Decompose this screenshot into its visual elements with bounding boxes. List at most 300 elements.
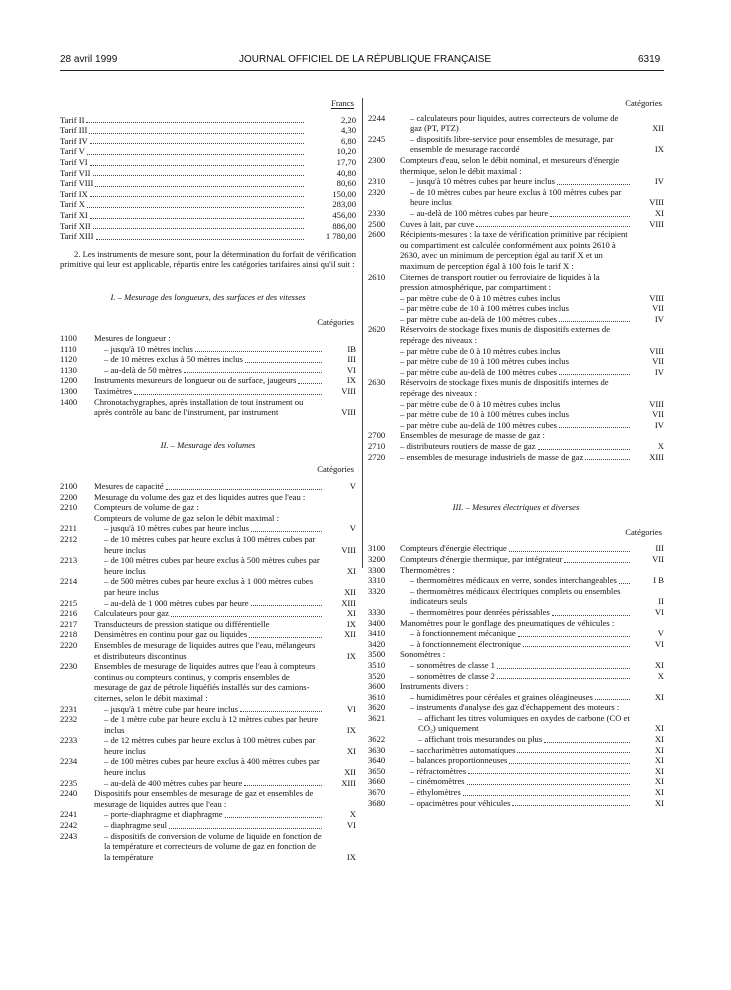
list-item xyxy=(368,377,664,398)
dot-leader xyxy=(538,449,630,450)
list-item xyxy=(368,607,664,618)
list-item xyxy=(368,346,664,357)
tariff-label: Tarif XIII xyxy=(60,231,94,242)
item-text: Taximètres xyxy=(94,386,133,397)
item-text: – à fonctionnement électronique xyxy=(410,638,521,649)
tariff-label-cell xyxy=(60,178,308,189)
item-category: IV xyxy=(654,366,664,377)
item-text: Calculateurs pour gaz xyxy=(94,608,169,619)
item-text: – humidimètres pour céréales et graines oléagineuses xyxy=(410,691,593,702)
list-item xyxy=(368,713,664,734)
item-category: I B xyxy=(653,575,664,586)
item-text-cell xyxy=(400,134,634,155)
dot-leader xyxy=(244,785,322,786)
tariff-row xyxy=(60,115,356,126)
item-text: – par mètre cube de 10 à 100 mètres cubes inclus xyxy=(400,356,569,367)
dot-leader xyxy=(585,459,630,460)
item-text: – de 10 mètres cubes par heure exclus à 100 mètres cubes par heure inclus xyxy=(104,534,316,555)
item-text-cell xyxy=(94,735,326,756)
item-text-cell xyxy=(400,713,634,734)
item-code: 2100 xyxy=(60,481,78,492)
item-category: XI xyxy=(654,723,664,734)
item-code: 2600 xyxy=(368,229,386,240)
list-item xyxy=(368,399,664,410)
dot-leader xyxy=(559,427,630,428)
list-item xyxy=(368,671,664,682)
item-category: VII xyxy=(652,553,664,564)
list-item xyxy=(368,649,664,660)
item-code: 2320 xyxy=(368,186,386,197)
item-text: – porte-diaphragme et diaphragme xyxy=(104,809,223,820)
item-text: – par mètre cube de 0 à 10 mètres cubes inclus xyxy=(400,345,561,356)
item-text-cell xyxy=(94,576,326,597)
list-item xyxy=(60,608,356,619)
tariff-label: Tarif VIII xyxy=(60,178,94,189)
tariff-row xyxy=(60,178,356,189)
item-text-cell xyxy=(94,831,326,863)
list-item xyxy=(368,755,664,766)
item-category: V xyxy=(349,523,356,534)
list-item xyxy=(60,555,356,576)
item-category: X xyxy=(349,809,356,820)
section-3-list xyxy=(368,543,664,808)
left-column xyxy=(60,98,356,862)
item-text: Compteurs d'eau, selon le débit nominal, et mesureurs d'énergie thermique, selon le débit maximal : xyxy=(400,154,620,176)
item-code: 1400 xyxy=(60,396,78,407)
tariff-row xyxy=(60,168,356,179)
item-category: III xyxy=(655,543,664,554)
dot-leader xyxy=(552,615,630,616)
tariff-label: Tarif IX xyxy=(60,188,88,199)
item-text: – thermomètres médicaux électriques complets ou ensembles indicateurs seuls xyxy=(410,585,621,607)
tariff-value: 283,00 xyxy=(332,199,356,210)
item-text: Thermomètres : xyxy=(400,564,455,575)
item-category: IX xyxy=(346,618,356,629)
item-text-cell xyxy=(94,555,326,576)
item-text: Instruments divers : xyxy=(400,681,469,692)
list-item xyxy=(368,618,664,629)
item-text: – diaphragme seul xyxy=(104,820,168,831)
item-category: IX xyxy=(346,851,356,862)
item-code: 2235 xyxy=(60,777,78,788)
tariff-unit-label: Francs xyxy=(331,98,354,108)
item-category: VIII xyxy=(649,345,664,356)
item-text-cell xyxy=(400,208,634,219)
dot-leader xyxy=(550,216,630,217)
tariff-label: Tarif XI xyxy=(60,209,88,220)
item-text-cell xyxy=(94,661,326,703)
item-text: – de 100 mètres cubes par heure exclus à 500 mètres cubes par heure inclus xyxy=(104,555,320,576)
item-text-cell xyxy=(400,324,634,345)
dot-leader xyxy=(559,374,630,375)
item-code: 3200 xyxy=(368,553,386,564)
tariff-label: Tarif X xyxy=(60,199,85,210)
item-category: IV xyxy=(654,313,664,324)
item-code: 2243 xyxy=(60,830,78,841)
tariff-label: Tarif IV xyxy=(60,135,88,146)
list-item xyxy=(368,452,664,463)
list-item xyxy=(368,692,664,703)
item-text: – affichant les titres volumiques en oxydes de carbone (CO et CO₂) uniquement xyxy=(418,712,630,734)
list-item xyxy=(60,598,356,609)
item-text: – de 500 mètres cubes par heure exclus à 1 000 mètres cubes par heure inclus xyxy=(104,576,314,597)
list-item xyxy=(368,639,664,650)
item-text-cell xyxy=(400,692,634,703)
tariff-label-cell xyxy=(60,168,308,179)
item-text-cell xyxy=(400,452,634,463)
list-item xyxy=(368,409,664,420)
item-text-cell xyxy=(400,745,634,756)
item-code: 2241 xyxy=(60,809,78,820)
item-text: – saccharimètres automatiques xyxy=(410,744,516,755)
tariff-label: Tarif XII xyxy=(60,220,91,231)
item-text: – par mètre cube de 0 à 10 mètres cubes inclus xyxy=(400,292,561,303)
item-category: XII xyxy=(344,767,356,778)
item-text-cell xyxy=(400,346,634,357)
tariff-value: 17,70 xyxy=(336,156,356,167)
item-category: II xyxy=(658,596,664,607)
list-item xyxy=(60,788,356,809)
section-2-title: II. – Mesurage des volumes xyxy=(160,439,256,450)
tariff-label-cell xyxy=(60,199,308,210)
item-text: Cuves à lait, par cuve xyxy=(400,218,475,229)
item-text-cell xyxy=(94,397,326,418)
item-code: 2217 xyxy=(60,618,78,629)
item-code: 1200 xyxy=(60,375,78,386)
item-text-cell xyxy=(400,303,634,314)
list-item xyxy=(368,176,664,187)
dot-leader xyxy=(93,228,304,229)
tariff-label-cell xyxy=(60,136,308,147)
item-code: 1110 xyxy=(60,343,77,354)
item-text: Mesures de longueur : xyxy=(94,333,171,344)
list-item xyxy=(368,554,664,565)
list-item xyxy=(368,787,664,798)
item-text: – jusqu'à 1 mètre cube par heure inclus xyxy=(104,703,238,714)
item-code: 3310 xyxy=(368,575,386,586)
tariff-label-cell xyxy=(60,125,308,136)
item-code: 2232 xyxy=(60,714,78,725)
dot-leader xyxy=(93,175,305,176)
list-item xyxy=(368,303,664,314)
dot-leader xyxy=(251,605,322,606)
item-code: 2244 xyxy=(368,112,386,123)
dot-leader xyxy=(476,226,630,227)
item-category: IX xyxy=(346,650,356,661)
section-2-list xyxy=(60,481,356,862)
list-item xyxy=(60,619,356,630)
list-item xyxy=(368,367,664,378)
item-category: XII xyxy=(652,123,664,134)
item-code: 2310 xyxy=(368,176,386,187)
dot-leader xyxy=(89,133,304,134)
item-text-cell xyxy=(94,714,326,735)
list-item xyxy=(60,523,356,534)
list-item xyxy=(368,798,664,809)
item-text: – jusqu'à 10 mètres cubes par heure inclus xyxy=(104,523,249,534)
tariff-row xyxy=(60,210,356,221)
list-item xyxy=(368,586,664,607)
item-text-cell xyxy=(400,681,634,692)
list-item xyxy=(60,492,356,503)
dot-leader xyxy=(518,636,630,637)
item-code: 2230 xyxy=(60,661,78,672)
dot-leader xyxy=(544,742,630,743)
dot-leader xyxy=(90,196,304,197)
list-item xyxy=(368,187,664,208)
item-text: – par mètre cube de 10 à 100 mètres cubes inclus xyxy=(400,409,569,420)
dot-leader xyxy=(225,817,322,818)
dot-leader xyxy=(249,637,322,638)
list-item xyxy=(368,734,664,745)
item-text-cell xyxy=(400,113,634,134)
item-category: VI xyxy=(346,703,356,714)
item-text: Mesures de capacité xyxy=(94,481,164,492)
item-text: Citernes de transport routier ou ferroviaire de liquides à la pression atmosphérique, par compartiment : xyxy=(400,271,600,293)
list-item xyxy=(60,778,356,789)
dot-leader xyxy=(523,646,630,647)
item-code: 3100 xyxy=(368,543,386,554)
item-text-cell xyxy=(400,430,634,441)
list-item xyxy=(368,314,664,325)
list-item xyxy=(368,356,664,367)
item-text: Chronotachygraphes, après installation de tout instrument ou après contrôle au banc de l'instrument, par instrument xyxy=(94,396,304,418)
item-text: – dispositifs de conversion de volume de liquide en fonction de la température et correcteurs de volume de gaz en fonction de la température xyxy=(104,830,322,862)
item-code: 3620 xyxy=(368,702,386,713)
item-code: 2242 xyxy=(60,820,78,831)
list-item xyxy=(60,661,356,703)
item-text: Dispositifs pour ensembles de mesurage de gaz et ensembles de mesurage de liquides autres que l'eau : xyxy=(94,788,314,809)
item-text-cell xyxy=(400,554,634,565)
list-item xyxy=(368,575,664,586)
item-text: – au-delà de 100 mètres cubes par heure xyxy=(410,207,549,218)
item-category: XI xyxy=(346,745,356,756)
item-code: 3621 xyxy=(368,712,386,723)
tariff-label: Tarif II xyxy=(60,114,85,125)
item-text: – balances proportionneuses xyxy=(410,755,508,766)
dot-leader xyxy=(509,551,630,552)
dot-leader xyxy=(169,828,322,829)
item-category: XI xyxy=(654,787,664,798)
tariff-row xyxy=(60,199,356,210)
item-code: 1130 xyxy=(60,364,77,375)
dot-leader xyxy=(557,184,630,185)
item-text: – opacimètres pour véhicules xyxy=(410,797,511,808)
item-category: IV xyxy=(654,419,664,430)
item-code: 3600 xyxy=(368,681,386,692)
list-item xyxy=(368,229,664,271)
item-text-cell xyxy=(94,608,326,619)
tariff-table xyxy=(60,115,356,242)
item-text: Réservoirs de stockage fixes munis de dispositifs internes de repérage des niveaux : xyxy=(400,377,609,399)
item-text-cell xyxy=(400,618,634,629)
list-item xyxy=(60,354,356,365)
tariff-label: Tarif V xyxy=(60,146,85,157)
item-text-cell xyxy=(400,176,634,187)
item-category: III xyxy=(347,354,356,365)
right-categories-header: Catégories xyxy=(625,98,662,108)
list-item xyxy=(60,831,356,863)
item-text-cell xyxy=(94,333,326,344)
item-text-cell xyxy=(94,534,326,555)
dot-leader xyxy=(497,668,630,669)
item-text-cell xyxy=(400,293,634,304)
item-code: 2212 xyxy=(60,534,78,544)
tariff-value: 40,80 xyxy=(336,167,356,178)
item-text-cell xyxy=(400,155,634,176)
item-code: 2240 xyxy=(60,788,78,799)
item-text: – jusqu'à 10 mètres cubes par heure inclus xyxy=(410,176,555,187)
list-item xyxy=(60,333,356,344)
dot-leader xyxy=(512,805,630,806)
tariff-label: Tarif III xyxy=(60,125,88,136)
tariff-row xyxy=(60,125,356,136)
item-code: 1300 xyxy=(60,386,78,397)
item-text: – ensembles de mesurage industriels de masse de gaz xyxy=(400,451,584,462)
tariff-value: 10,20 xyxy=(336,146,356,157)
item-code: 2610 xyxy=(368,271,386,282)
list-item xyxy=(368,219,664,230)
item-category: XIII xyxy=(341,777,356,788)
item-category: IV xyxy=(654,176,664,187)
item-code: 3680 xyxy=(368,797,386,808)
item-text-cell xyxy=(94,788,326,809)
tariff-row xyxy=(60,146,356,157)
list-item xyxy=(60,397,356,418)
item-code: 2231 xyxy=(60,703,78,714)
item-text-cell xyxy=(400,219,634,230)
tariff-label-cell xyxy=(60,146,308,157)
item-code: 2500 xyxy=(368,218,386,229)
item-code: 2234 xyxy=(60,756,78,767)
list-item xyxy=(60,386,356,397)
dot-leader xyxy=(497,678,630,679)
item-code: 2720 xyxy=(368,451,386,462)
item-text-cell xyxy=(94,619,326,630)
item-code: 2211 xyxy=(60,523,77,534)
item-category: V xyxy=(657,628,664,639)
item-category: XI xyxy=(654,659,664,670)
item-text-cell xyxy=(94,629,326,640)
item-code: 2630 xyxy=(368,377,386,388)
item-code: 2215 xyxy=(60,597,78,608)
list-item xyxy=(60,704,356,715)
item-text-cell xyxy=(94,598,326,609)
tariff-row xyxy=(60,231,356,242)
dot-leader xyxy=(87,207,304,208)
tariff-row xyxy=(60,136,356,147)
item-text: – calculateurs pour liquides, autres correcteurs de volume de gaz (PT, PTZ) xyxy=(410,112,619,134)
item-code: 2330 xyxy=(368,207,386,218)
tariff-value: 150,00 xyxy=(332,188,356,199)
dot-leader xyxy=(559,321,630,322)
item-code: 3400 xyxy=(368,617,386,628)
column-divider xyxy=(362,98,363,568)
dot-leader xyxy=(184,372,322,373)
item-text-cell xyxy=(94,756,326,777)
item-text: Récipients-mesures : la taxe de vérification primitive par récipient ou compartiment est calculée conformément aux points 2610 à 2630, avec un minimum de perception égal au tarif X et un maximum de perception égal à 100 fois le tarif X : xyxy=(400,229,628,271)
list-item xyxy=(60,576,356,597)
item-text-cell xyxy=(94,502,326,513)
item-text: Compteurs de volume de gaz : xyxy=(94,502,199,513)
dot-leader xyxy=(564,562,630,563)
item-text: Mesurage du volume des gaz et des liquides autres que l'eau : xyxy=(94,491,306,502)
list-item xyxy=(60,714,356,735)
item-text-cell xyxy=(94,354,326,365)
item-text: – par mètre cube au-delà de 100 mètres cubes xyxy=(400,366,558,377)
item-code: 3630 xyxy=(368,744,386,755)
item-text: – de 10 mètres cubes par heure exclus à 100 mètres cubes par heure inclus xyxy=(410,186,622,208)
item-text: – de 1 mètre cube par heure exclu à 12 mètres cubes par heure inclus xyxy=(104,714,319,735)
item-category: VI xyxy=(654,638,664,649)
item-code: 3670 xyxy=(368,787,386,798)
item-text-cell xyxy=(400,565,634,576)
page-date: 28 avril 1999 xyxy=(60,54,118,65)
item-text: – sonomètres de classe 2 xyxy=(410,670,495,681)
item-category: XI xyxy=(654,755,664,766)
item-category: XII xyxy=(344,586,356,597)
item-code: 3640 xyxy=(368,755,386,766)
item-text-cell xyxy=(94,513,326,524)
dot-leader xyxy=(171,616,322,617)
item-text: – à fonctionnement mécanique xyxy=(410,628,516,639)
item-code: 2245 xyxy=(368,133,386,144)
dot-leader xyxy=(251,531,322,532)
list-item xyxy=(368,293,664,304)
item-code: 2300 xyxy=(368,154,386,165)
list-item xyxy=(60,502,356,513)
item-category: XIII xyxy=(649,451,664,462)
tariff-label-cell xyxy=(60,231,308,242)
item-text: – au-delà de 400 mètres cubes par heure xyxy=(104,777,243,788)
item-text-cell xyxy=(400,628,634,639)
tariff-value: 1 780,00 xyxy=(325,231,356,242)
tariff-value: 886,00 xyxy=(332,220,356,231)
dot-leader xyxy=(509,763,630,764)
item-category: XI xyxy=(654,765,664,776)
item-code: 2214 xyxy=(60,576,78,587)
item-text-cell xyxy=(400,272,634,293)
item-category: VI xyxy=(346,820,356,831)
dot-leader xyxy=(517,752,630,753)
item-text-cell xyxy=(400,607,634,618)
item-text-cell xyxy=(400,586,634,607)
list-item xyxy=(60,365,356,376)
item-code: 3650 xyxy=(368,765,386,776)
item-category: XI xyxy=(654,776,664,787)
tariff-unit xyxy=(60,98,356,109)
section-1-categories-header: Catégories xyxy=(317,316,354,327)
tariff-value: 4,30 xyxy=(340,125,356,136)
item-text-cell xyxy=(400,187,634,208)
list-item xyxy=(60,534,356,555)
item-category: XI xyxy=(654,734,664,745)
item-text: – cinémomètres xyxy=(410,776,465,787)
item-text: – jusqu'à 10 mètres inclus xyxy=(104,343,193,354)
section-1-list xyxy=(60,333,356,418)
item-code: 2233 xyxy=(60,735,78,746)
list-item xyxy=(368,134,664,155)
item-category: VI xyxy=(346,364,356,375)
item-text-cell xyxy=(94,492,326,503)
section-2-categories-header: Catégories xyxy=(317,464,354,475)
item-text-cell xyxy=(94,704,326,715)
item-text-cell xyxy=(94,481,326,492)
item-category: V xyxy=(349,481,356,492)
item-category: VIII xyxy=(649,398,664,409)
item-text-cell xyxy=(400,755,634,766)
item-code: 3330 xyxy=(368,606,386,617)
